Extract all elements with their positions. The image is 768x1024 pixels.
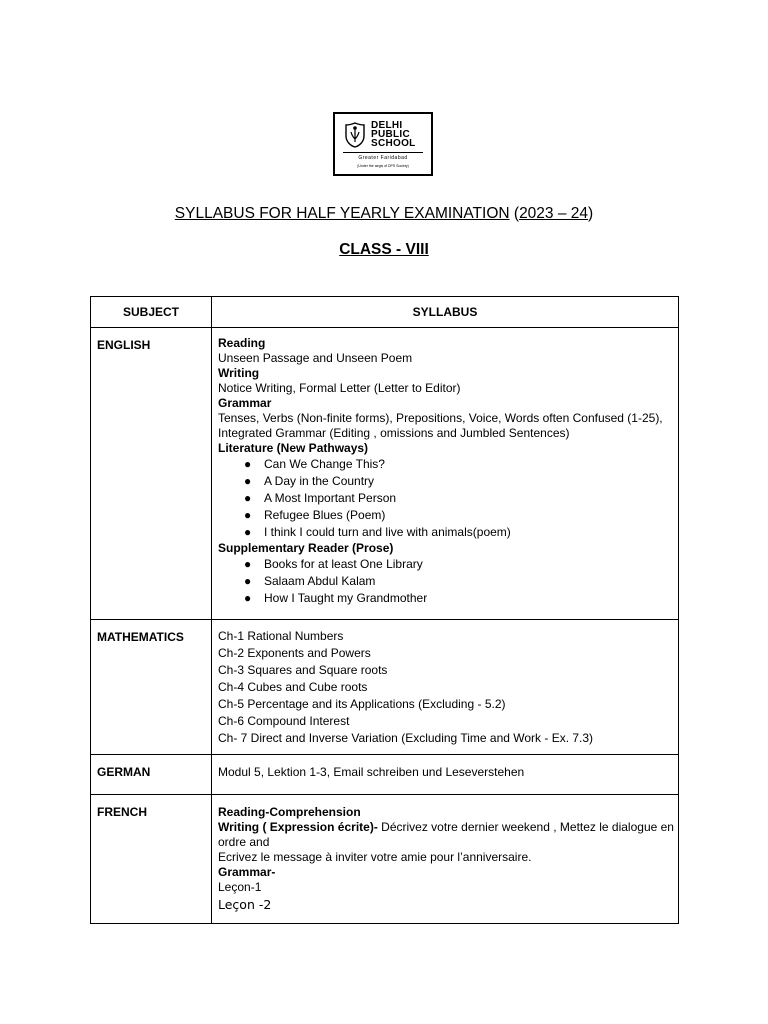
french-grammar-heading: Grammar- [218,865,276,879]
french-writing: Writing ( Expression écrite)- Décrivez votre dernier weekend , Mettez le dialogue en ordre and [218,820,674,849]
math-chapter: Ch-4 Cubes and Cube roots [218,680,368,694]
french-reading-heading: Reading-Comprehension [218,805,361,819]
english-writing-heading: Writing [218,366,260,380]
english-reading: Unseen Passage and Unseen Poem [218,351,413,365]
syllabus-german [212,755,679,795]
list-item: ● How I Taught my Grandmother [244,591,428,605]
english-grammar-heading: Grammar [218,396,272,410]
english-reading-heading: Reading [218,336,266,350]
german-text: Modul 5, Lektion 1-3, Email schreiben und Leseverstehen [218,765,525,779]
syllabus-english [212,328,679,620]
syllabus-french [212,795,679,924]
math-chapter: Ch-5 Percentage and its Applications (Excluding - 5.2) [218,697,506,711]
math-chapter: Ch-1 Rational Numbers [218,629,344,643]
table-row-german [91,755,679,795]
list-item: ● A Most Important Person [244,491,397,505]
document-title: SYLLABUS FOR HALF YEARLY EXAMINATION (2023 – 24) [174,205,594,222]
subject-french: FRENCH [91,795,212,924]
school-emblem-icon [345,122,365,148]
header-syllabus: SYLLABUS [212,297,679,328]
table-row-french [91,795,679,924]
english-writing: Notice Writing, Formal Letter (Letter to Editor) [218,381,461,395]
subject-german: GERMAN [91,755,212,795]
math-chapter: Ch-6 Compound Interest [218,714,350,728]
supplementary-list [218,556,674,607]
french-lecon-2: Leçon -2 [218,897,272,912]
school-logo [333,112,433,176]
list-item: ● Salaam Abdul Kalam [244,574,376,588]
header-subject: SUBJECT [91,297,212,328]
list-item: ● Refugee Blues (Poem) [244,508,386,522]
logo-divider [343,152,423,153]
subject-english: ENGLISH [91,328,212,620]
syllabus-mathematics [212,620,679,755]
syllabus-table [90,296,679,924]
table-row-english [91,328,679,620]
school-branch: Greater Faridabad [358,155,408,161]
math-chapter: Ch-2 Exponents and Powers [218,646,371,660]
math-chapter: Ch- 7 Direct and Inverse Variation (Excluding Time and Work - Ex. 7.3) [218,731,594,745]
list-item: ● Books for at least One Library [244,557,423,571]
english-literature-heading: Literature (New Pathways) [218,441,369,455]
list-item: ● Can We Change This? [244,457,385,471]
school-tagline: (Under the aegis of DPS Society) [357,164,409,168]
french-lecon-1: Leçon-1 [218,880,262,894]
english-supplementary-heading: Supplementary Reader (Prose) [218,541,394,555]
literature-list [218,456,674,541]
list-item: ● A Day in the Country [244,474,375,488]
math-chapter: Ch-3 Squares and Square roots [218,663,388,677]
table-row-mathematics [91,620,679,755]
class-label: CLASS - VIII [339,241,429,258]
list-item: ● I think I could turn and live with animals(poem) [244,525,511,539]
table-header-row [91,297,679,328]
english-grammar: Tenses, Verbs (Non-finite forms), Prepositions, Voice, Words often Confused (1-25), Integrated Grammar (Editing , omissions and Jumbled Sentences) [218,411,663,440]
school-name: DELHI PUBLIC SCHOOL [371,120,416,149]
subject-mathematics: MATHEMATICS [91,620,212,755]
french-writing-2: Ecrivez le message à inviter votre amie pour l’anniversaire. [218,850,532,864]
